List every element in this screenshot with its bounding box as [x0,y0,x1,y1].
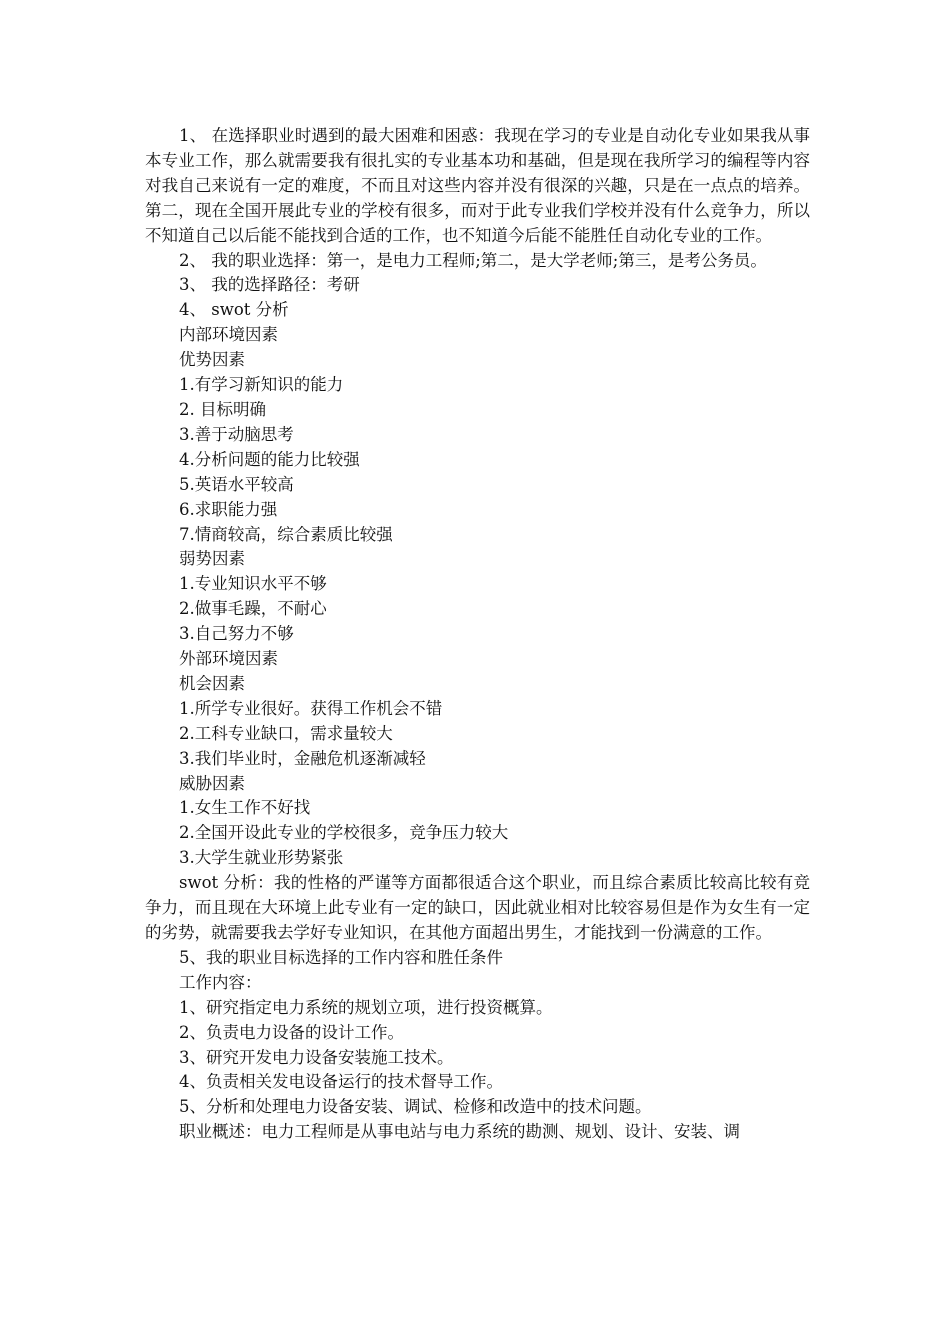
body-line: 工作内容： [179,972,262,992]
body-line: 1.专业知识水平不够 [179,574,327,594]
body-line: 2、负责电力设备的设计工作。 [179,1022,404,1042]
body-line: 4、 swot 分析 [179,300,289,320]
body-line: 1.所学专业很好。获得工作机会不错 [179,698,443,718]
body-line: 1、研究指定电力系统的规划立项，进行投资概算。 [179,997,553,1017]
body-paragraph: 职业概述：电力工程师是从事电站与电力系统的勘测、规划、设计、安装、调 [179,1122,740,1142]
body-line: 2. 目标明确 [179,399,266,419]
body-line: 机会因素 [179,673,245,693]
body-line: 内部环境因素 [179,325,278,345]
body-line: 3.大学生就业形势紧张 [179,848,344,868]
body-line: 3.我们毕业时，金融危机逐渐减轻 [179,748,426,768]
body-line: 外部环境因素 [179,649,278,669]
document-body [145,124,810,1145]
body-line: 3、研究开发电力设备安装施工技术。 [179,1047,454,1067]
body-line: 6.求职能力强 [179,499,278,519]
body-line: 2.全国开设此专业的学校很多，竞争压力较大 [179,823,509,843]
body-line: 4.分析问题的能力比较强 [179,449,360,469]
body-paragraph: 2、 我的职业选择：第一，是电力工程师;第二，是大学老师;第三，是考公务员。 [179,250,767,270]
body-line: 4、负责相关发电设备运行的技术督导工作。 [179,1072,503,1092]
body-line: 2.工科专业缺口，需求量较大 [179,723,393,743]
body-paragraph: 1、 在选择职业时遇到的最大困难和困惑：我现在学习的专业是自动化专业如果我从事本专业工作，那么就需要我有很扎实的专业基本功和基础，但是现在我所学习的编程等内容对我自己来说有一定的难度，不而且对这些内容并没有很深的兴趣，只是在一点点的培养。第二，现在全国开展此专业的学校有很多，而对于此专业我们学校并没有什么竞争力，所以不知道自己以后能不能找到合适的工作，也不知道今后能不能胜任自动化专业的工作。 [145,126,810,245]
body-line: 威胁因素 [179,773,245,793]
body-line: 3.自己努力不够 [179,624,294,644]
body-line: 7.情商较高，综合素质比较强 [179,524,393,544]
body-line: 2.做事毛躁，不耐心 [179,599,327,619]
body-line: 1.有学习新知识的能力 [179,375,344,395]
body-line: 5、分析和处理电力设备安装、调试、检修和改造中的技术问题。 [179,1097,652,1117]
body-line: 优势因素 [179,350,245,370]
body-line: 3.善于动脑思考 [179,424,294,444]
body-line: 弱势因素 [179,549,245,569]
body-line: 3、 我的选择路径：考研 [179,275,360,295]
body-line: 5、我的职业目标选择的工作内容和胜任条件 [179,947,503,967]
body-line: 1.女生工作不好找 [179,798,311,818]
body-paragraph: swot 分析：我的性格的严谨等方面都很适合这个职业，而且综合素质比较高比较有竞争力，而且现在大环境上此专业有一定的缺口，因此就业相对比较容易但是作为女生有一定的劣势，就需要我去学好专业知识，在其他方面超出男生，才能找到一份满意的工作。 [145,873,810,942]
body-line: 5.英语水平较高 [179,474,294,494]
